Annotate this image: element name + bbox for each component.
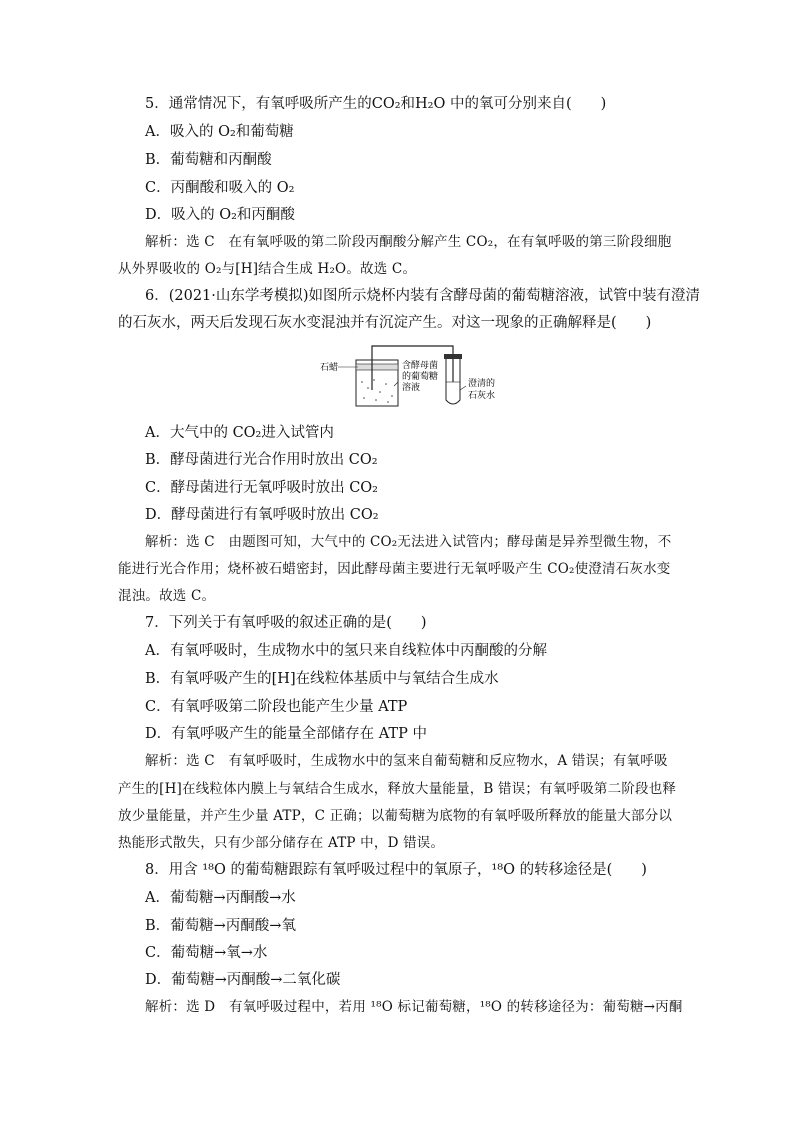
question-5-stem: 5．通常情况下，有氧呼吸所产生的CO₂和H₂O 中的氧可分别来自( ) — [145, 96, 607, 112]
question-6-analysis-line-1: 解析：选 C 由题图可知，大气中的 CO₂无法进入试管内；酵母菌是异养型微生物，不 — [145, 534, 672, 550]
label-solution-2: 的葡萄糖 — [402, 372, 439, 382]
question-5-option-b: B．葡萄糖和丙酮酸 — [145, 152, 272, 168]
question-6-analysis-line-2: 能进行光合作用；烧杯被石蜡密封，因此酵母菌主要进行无氧呼吸产生 CO₂使澄清石灰水变 — [118, 561, 671, 577]
question-7-stem: 7．下列关于有氧呼吸的叙述正确的是( ) — [145, 615, 427, 631]
yeast-solution — [361, 379, 393, 403]
question-8-stem: 8．用含 ¹⁸O 的葡萄糖跟踪有氧呼吸过程中的氧原子，¹⁸O 的转移途径是( ) — [145, 862, 647, 878]
label-limewater-2: 石灰水 — [468, 391, 496, 401]
label-solution-1: 含酵母菌 — [402, 361, 439, 371]
question-7-option-d: D．有氧呼吸产生的能量全部储存在 ATP 中 — [145, 726, 427, 742]
limewater-leader — [460, 386, 466, 390]
question-8-option-d: D．葡萄糖→丙酮酸→二氧化碳 — [145, 972, 341, 988]
question-6-option-c: C．酵母菌进行无氧呼吸时放出 CO₂ — [145, 480, 378, 496]
question-6-option-d: D．酵母菌进行有氧呼吸时放出 CO₂ — [145, 507, 379, 523]
question-8-option-b: B．葡萄糖→丙酮酸→氧 — [145, 918, 296, 934]
question-5-option-a: A．吸入的 O₂和葡萄糖 — [145, 124, 294, 140]
label-solution-3: 溶液 — [402, 383, 421, 393]
question-7-analysis-line-4: 热能形式散失，只有少部分储存在 ATP 中，D 错误。 — [118, 835, 445, 851]
label-limewater-1: 澄清的 — [468, 379, 496, 389]
beaker-test-tube-diagram — [318, 342, 508, 410]
question-6-stem-line-1: 6．(2021·山东学考模拟)如图所示烧杯内装有含酵母菌的葡萄糖溶液，试管中装有澄清 — [145, 288, 701, 304]
question-8-analysis-line-1: 解析：选 D 有氧呼吸过程中，若用 ¹⁸O 标记葡萄糖，¹⁸O 的转移途径为：葡萄糖→丙酮 — [145, 999, 683, 1015]
question-5-analysis-line-2: 从外界吸收的 O₂与[H]结合生成 H₂O。故选 C。 — [118, 261, 417, 277]
stopper — [444, 354, 462, 359]
experiment-figure — [318, 342, 508, 410]
question-8-option-c: C．葡萄糖→氧→水 — [145, 945, 268, 961]
question-6-option-a: A．大气中的 CO₂进入试管内 — [145, 425, 334, 441]
label-wax: 石蜡 — [320, 363, 339, 373]
question-8-option-a: A．葡萄糖→丙酮酸→水 — [145, 890, 296, 906]
question-5-option-c: C．丙酮酸和吸入的 O₂ — [145, 180, 295, 196]
question-7-analysis-line-1: 解析：选 C 有氧呼吸时，生成物水中的氢来自葡萄糖和反应物水，A 错误；有氧呼吸 — [145, 753, 668, 769]
question-5-analysis-line-1: 解析：选 C 在有氧呼吸的第二阶段丙酮酸分解产生 CO₂，在有氧呼吸的第三阶段细胞 — [145, 234, 672, 250]
question-7-option-c: C．有氧呼吸第二阶段也能产生少量 ATP — [145, 699, 408, 715]
question-7-analysis-line-2: 产生的[H]在线粒体内膜上与氧结合生成水，释放大量能量，B 错误；有氧呼吸第二阶段也释 — [118, 781, 677, 797]
question-7-option-b: B．有氧呼吸产生的[H]在线粒体基质中与氧结合生成水 — [145, 671, 499, 687]
question-6-analysis-line-3: 混浊。故选 C。 — [118, 588, 216, 604]
wax-layer — [356, 364, 398, 370]
question-7-analysis-line-3: 放少量能量，并产生少量 ATP，C 正确；以葡萄糖为底物的有氧呼吸所释放的能量大部分以 — [118, 808, 673, 824]
question-7-option-a: A．有氧呼吸时，生成物水中的氢只来自线粒体中丙酮酸的分解 — [145, 643, 547, 659]
question-5-option-d: D．吸入的 O₂和丙酮酸 — [145, 207, 295, 223]
question-6-option-b: B．酵母菌进行光合作用时放出 CO₂ — [145, 452, 378, 468]
question-6-stem-line-2: 的石灰水，两天后发现石灰水变混浊并有沉淀产生。对这一现象的正确解释是( ) — [118, 315, 652, 331]
solution-leader — [394, 382, 398, 386]
